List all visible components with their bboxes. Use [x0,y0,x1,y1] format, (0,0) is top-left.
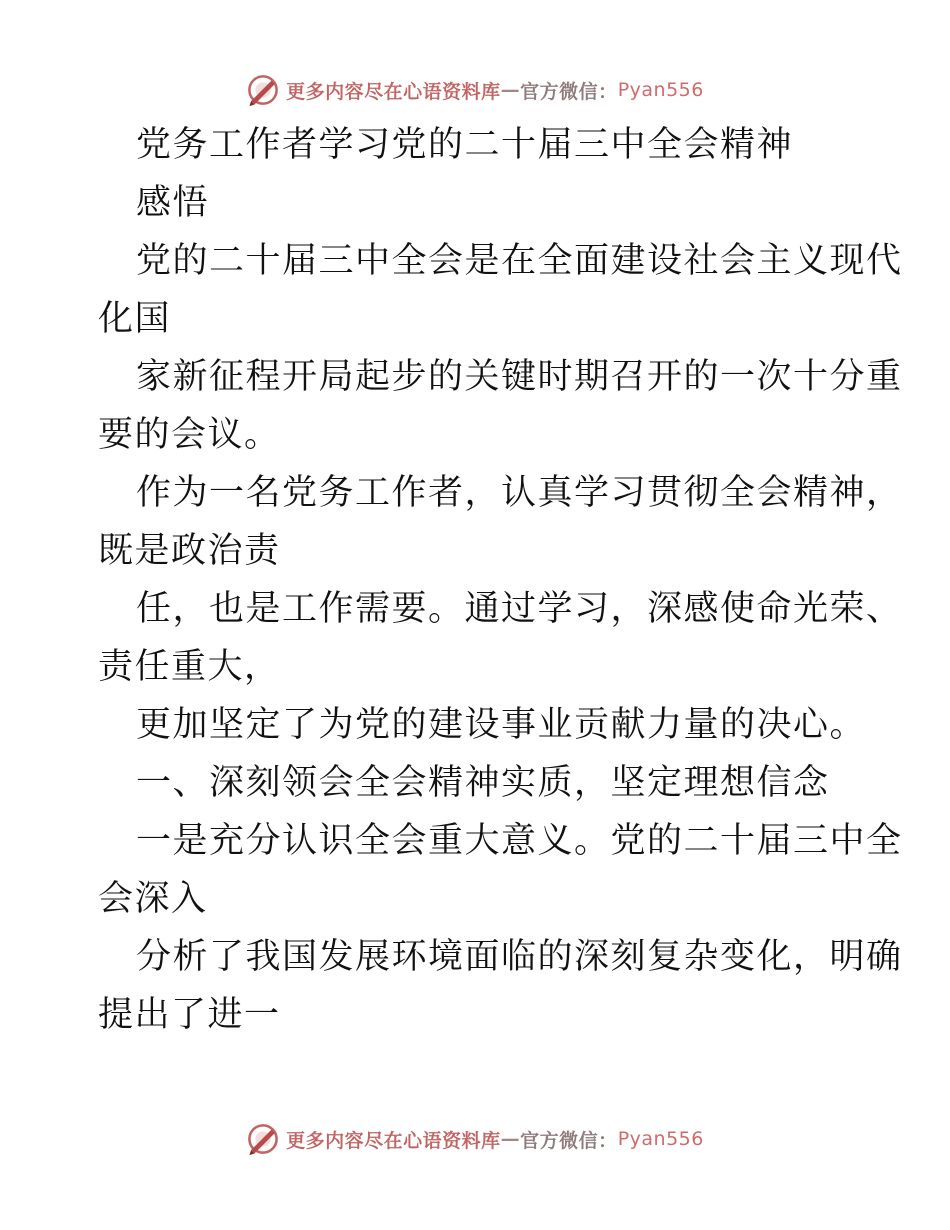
doc-title-cont: 感悟 [136,183,210,223]
watermark-text: 更多内容尽在心语资料库 [286,1129,501,1152]
paragraph-line: 任，也是工作需要。通过学习，深感使命光荣、 [136,589,903,629]
pen-logo-icon [246,1122,280,1156]
paragraph-line: 家新征程开局起步的关键时期召开的一次十分重 [136,357,903,397]
watermark-wechat-label: 官方微信： [520,80,618,103]
watermark-wechat-id: Pyan556 [617,1128,704,1150]
paragraph-line: 一是充分认识全会重大意义。党的二十届三中全 [136,821,903,861]
watermark-wechat-label: 官方微信： [520,1129,618,1152]
paragraph-line: 作为一名党务工作者，认真学习贯彻全会精神， [136,473,903,513]
paragraph-line: 既是政治责 [98,531,281,571]
section-heading: 一、深刻领会全会精神实质，坚定理想信念 [136,763,830,803]
paragraph-line: 责任重大， [98,647,281,687]
paragraph-line: 更加坚定了为党的建设事业贡献力量的决心。 [136,705,867,745]
doc-title: 党务工作者学习党的二十届三中全会精神 [136,125,794,165]
watermark-text: 更多内容尽在心语资料库 [286,80,501,103]
watermark-dash: — [500,1128,521,1150]
paragraph-line: 分析了我国发展环境面临的深刻复杂变化，明确 [136,937,903,977]
paragraph-line: 会深入 [98,879,208,919]
watermark-wechat-id: Pyan556 [617,79,704,101]
watermark-dash: — [500,79,521,101]
paragraph-line: 要的会议。 [98,415,281,455]
header-watermark [0,70,950,110]
paragraph-line: 提出了进一 [98,995,281,1035]
footer-watermark [0,1119,950,1159]
document-body [98,116,903,1044]
paragraph-line: 党的二十届三中全会是在全面建设社会主义现代 [136,241,903,281]
pen-logo-icon [246,73,280,107]
paragraph-line: 化国 [98,299,172,339]
